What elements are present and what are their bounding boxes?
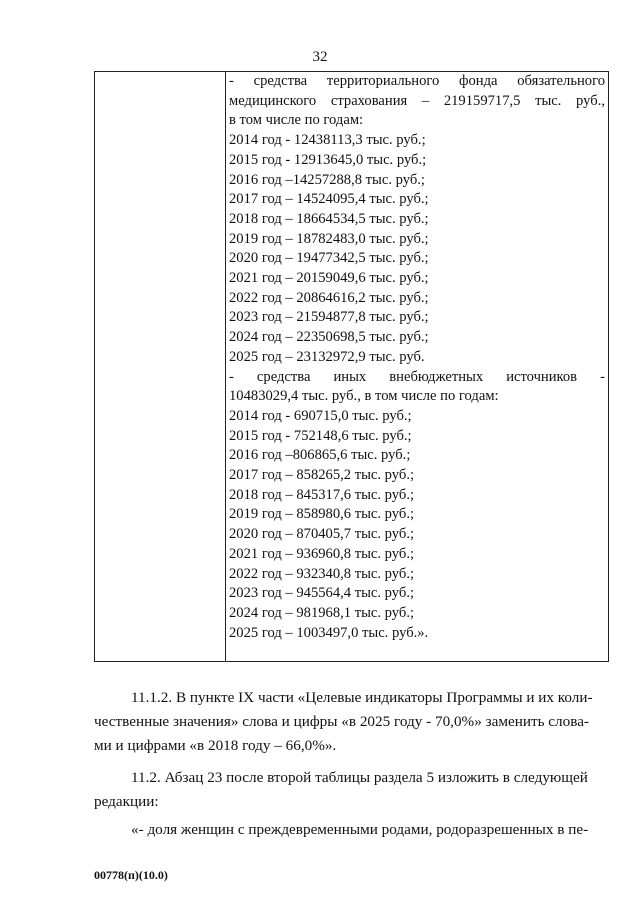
table-line: 2021 год – 936960,8 тыс. руб.; — [229, 545, 415, 562]
table-line: 2018 год – 845317,6 тыс. руб.; — [229, 486, 415, 503]
table-line: 2020 год – 19477342,5 тыс. руб.; — [229, 250, 429, 267]
funding-table — [94, 71, 609, 662]
table-line: 2023 год – 21594877,8 тыс. руб.; — [229, 309, 429, 326]
table-line: 2017 год – 858265,2 тыс. руб.; — [229, 467, 415, 484]
table-line: 2024 год – 22350698,5 тыс. руб.; — [229, 329, 429, 346]
paragraph-11-2 — [94, 766, 609, 814]
table-line: 2025 год – 1003497,0 тыс. руб.». — [229, 624, 429, 641]
table-line: 2024 год – 981968,1 тыс. руб.; — [229, 604, 415, 621]
document-code: 00778(п)(10.0) — [94, 868, 168, 882]
table-line: - средства территориального фонда обязательного — [229, 73, 605, 89]
table-line: 2022 год – 932340,8 тыс. руб.; — [229, 565, 415, 582]
table-line: 2019 год – 858980,6 тыс. руб.; — [229, 506, 415, 523]
paragraph-quote — [94, 818, 609, 842]
funding-cell — [229, 72, 605, 643]
page-number: 32 — [312, 49, 328, 65]
table-line: 2016 год –806865,6 тыс. руб.; — [229, 447, 411, 464]
table-line: 2020 год – 870405,7 тыс. руб.; — [229, 526, 415, 543]
paragraph-line: ми и цифрами «в 2018 году – 66,0%». — [94, 737, 337, 754]
table-line: 2014 год - 690715,0 тыс. руб.; — [229, 407, 412, 424]
paragraph-line: чественные значения» слова и цифры «в 2025 году - 70,0%» заменить слова- — [94, 713, 589, 730]
paragraph-line: 11.2. Абзац 23 после второй таблицы раздела 5 изложить в следующей — [131, 769, 588, 786]
table-line: 2018 год – 18664534,5 тыс. руб.; — [229, 210, 429, 227]
table-line: 2014 год - 12438113,3 тыс. руб.; — [229, 132, 426, 149]
column-divider — [225, 72, 226, 661]
table-line: 2025 год – 23132972,9 тыс. руб. — [229, 348, 425, 365]
table-line: 2017 год – 14524095,4 тыс. руб.; — [229, 191, 429, 208]
table-line: 2019 год – 18782483,0 тыс. руб.; — [229, 230, 429, 247]
paragraph-line: «- доля женщин с преждевременными родами, родоразрешенных в пе- — [131, 821, 589, 838]
paragraph-line: 11.1.2. В пункте IX части «Целевые индикаторы Программы и их коли- — [131, 689, 593, 706]
table-line: медицинского страхования – 219159717,5 тыс. руб., — [229, 92, 605, 109]
table-line: в том числе по годам: — [229, 112, 364, 129]
table-line: 2023 год – 945564,4 тыс. руб.; — [229, 585, 415, 602]
paragraph-line: редакции: — [94, 793, 159, 810]
table-line: 10483029,4 тыс. руб., в том числе по годам: — [229, 388, 499, 405]
table-line: 2015 год - 752148,6 тыс. руб.; — [229, 427, 412, 444]
table-line: - средства иных внебюджетных источников - — [229, 368, 605, 385]
table-line: 2022 год – 20864616,2 тыс. руб.; — [229, 289, 429, 306]
table-line: 2021 год – 20159049,6 тыс. руб.; — [229, 270, 429, 287]
table-line: 2015 год - 12913645,0 тыс. руб.; — [229, 151, 427, 168]
paragraph-11-1-2 — [94, 686, 609, 758]
table-line: 2016 год –14257288,8 тыс. руб.; — [229, 171, 425, 188]
